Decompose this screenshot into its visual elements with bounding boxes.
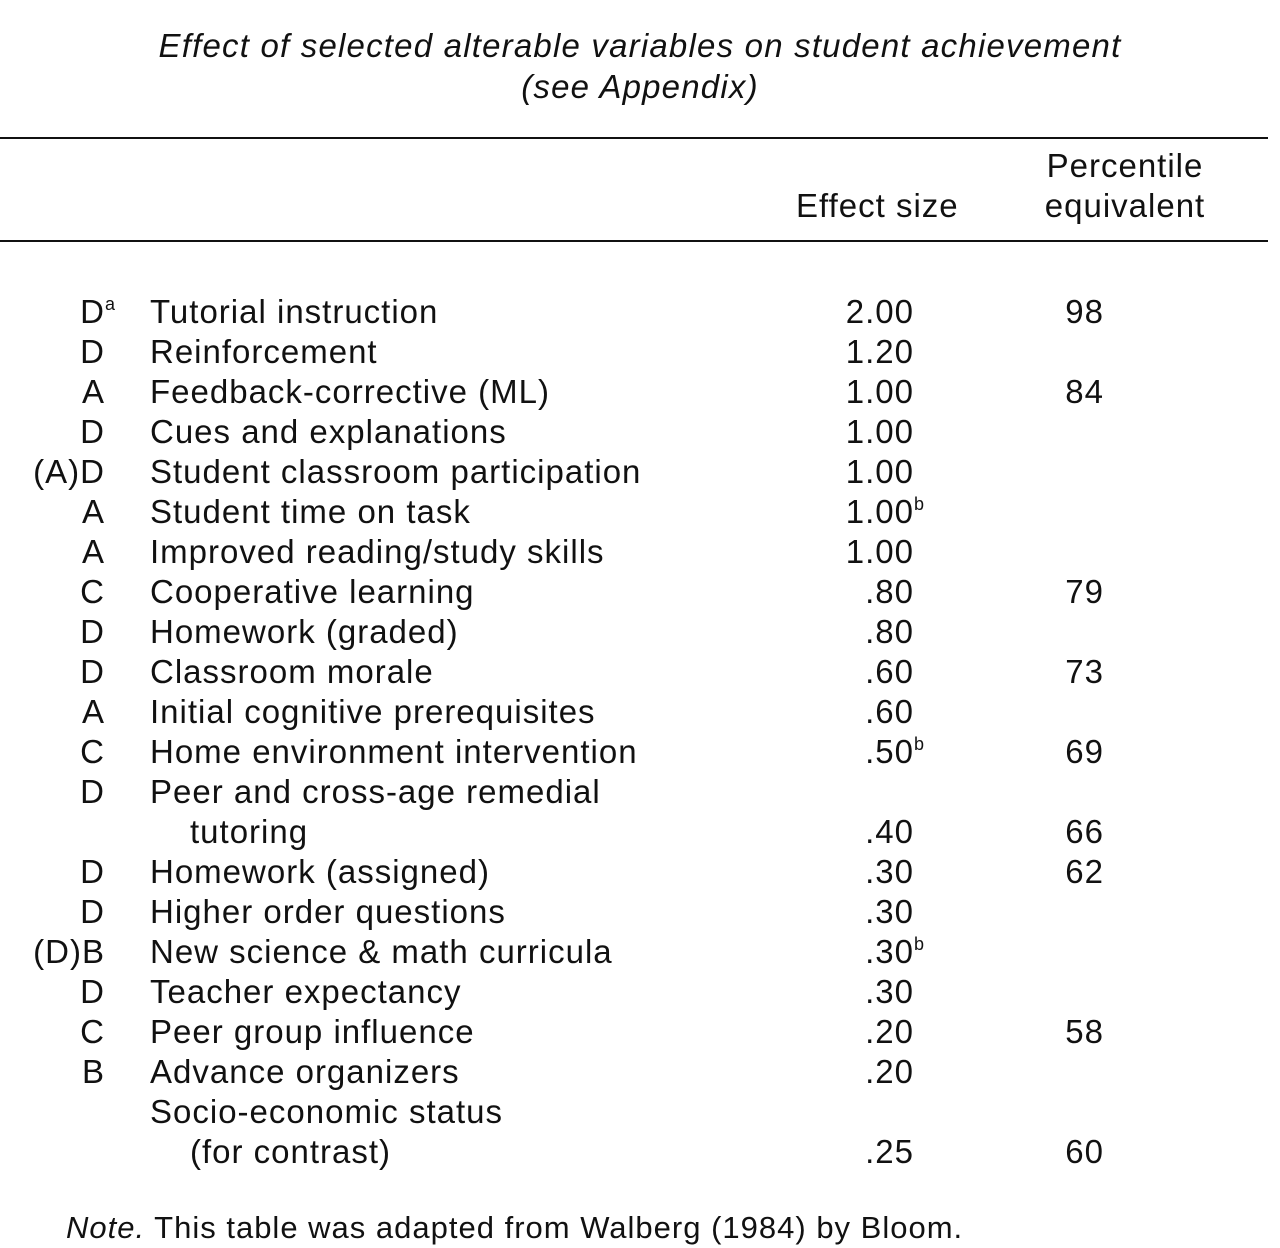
row-code-text: A bbox=[81, 493, 105, 530]
table-body bbox=[0, 292, 1280, 1172]
row-code-text: C bbox=[80, 733, 105, 770]
header-percentile-line-1: Percentile bbox=[1046, 147, 1204, 184]
row-percentile: 62 bbox=[1065, 853, 1104, 890]
row-code-text: C bbox=[80, 573, 105, 610]
row-code-text: D bbox=[80, 293, 105, 330]
row-effect-size bbox=[865, 1132, 914, 1172]
row-code bbox=[80, 1012, 105, 1052]
table-row bbox=[0, 292, 1280, 332]
row-code-text: D bbox=[80, 773, 105, 810]
note-label: Note. bbox=[66, 1210, 146, 1245]
row-code bbox=[80, 292, 117, 332]
table-row bbox=[0, 372, 1280, 412]
row-effect-size-value: .50 bbox=[865, 733, 914, 770]
footnote-marker: b bbox=[914, 734, 926, 754]
row-effect-size-value: .25 bbox=[865, 1133, 914, 1170]
header-rule bbox=[0, 240, 1268, 242]
header-percentile-equivalent bbox=[1000, 146, 1250, 226]
row-code bbox=[33, 932, 105, 972]
row-effect-size-value: .30 bbox=[865, 933, 914, 970]
table-row bbox=[0, 332, 1280, 372]
header-percentile-line-2: equivalent bbox=[1044, 187, 1206, 224]
table-row bbox=[0, 1052, 1280, 1092]
row-code bbox=[82, 532, 105, 572]
row-effect-size-value: 1.20 bbox=[845, 333, 914, 370]
table-row bbox=[0, 932, 1280, 972]
row-code-text: A bbox=[81, 693, 105, 730]
row-percentile: 60 bbox=[1065, 1133, 1104, 1170]
row-code bbox=[82, 1052, 105, 1092]
row-code bbox=[80, 412, 105, 452]
row-code bbox=[80, 972, 105, 1012]
row-variable: Tutorial instruction bbox=[150, 293, 439, 330]
row-code bbox=[82, 372, 105, 412]
row-percentile: 69 bbox=[1065, 733, 1104, 770]
row-code bbox=[82, 492, 105, 532]
row-code-text: A bbox=[81, 373, 105, 410]
row-effect-size-value: 1.00 bbox=[845, 373, 914, 410]
row-effect-size-value: .40 bbox=[865, 813, 914, 850]
row-variable: Homework (assigned) bbox=[150, 853, 490, 890]
table-title-line-2: (see Appendix) bbox=[521, 68, 759, 105]
row-percentile: 73 bbox=[1065, 653, 1104, 690]
footnote-marker: a bbox=[105, 294, 117, 314]
row-variable: tutoring bbox=[190, 813, 309, 850]
row-effect-size-value: .80 bbox=[865, 613, 914, 650]
row-code-text: (A)D bbox=[33, 453, 105, 490]
row-effect-size bbox=[845, 492, 926, 532]
row-variable: Cooperative learning bbox=[150, 573, 475, 610]
header-effect-size: Effect size bbox=[796, 187, 959, 224]
row-variable: Student time on task bbox=[150, 493, 471, 530]
row-code-text: D bbox=[80, 973, 105, 1010]
row-variable: Improved reading/study skills bbox=[150, 533, 605, 570]
row-percentile: 79 bbox=[1065, 573, 1104, 610]
row-effect-size-value: .20 bbox=[865, 1053, 914, 1090]
row-effect-size-value: .80 bbox=[865, 573, 914, 610]
row-effect-size bbox=[865, 612, 914, 652]
row-effect-size-value: 1.00 bbox=[845, 453, 914, 490]
row-effect-size-value: .30 bbox=[865, 853, 914, 890]
table-title-line-1: Effect of selected alterable variables on student achievement bbox=[158, 27, 1122, 64]
row-effect-size-value: 2.00 bbox=[845, 293, 914, 330]
row-variable: Peer and cross-age remedial bbox=[150, 773, 601, 810]
table-row bbox=[0, 732, 1280, 772]
row-effect-size bbox=[865, 1052, 914, 1092]
row-variable: Student classroom participation bbox=[150, 453, 642, 490]
row-code-text: C bbox=[80, 1013, 105, 1050]
row-code-text: (D)B bbox=[33, 933, 105, 970]
table-note bbox=[66, 1208, 963, 1248]
row-effect-size-value: .60 bbox=[865, 653, 914, 690]
note-text: This table was adapted from Walberg (1984) by Bloom. bbox=[145, 1210, 964, 1245]
table-row bbox=[0, 812, 1280, 852]
row-code-text: D bbox=[80, 653, 105, 690]
row-effect-size bbox=[846, 292, 914, 332]
row-variable: Peer group influence bbox=[150, 1013, 475, 1050]
footnote-marker: b bbox=[914, 934, 926, 954]
row-effect-size bbox=[865, 892, 914, 932]
row-variable: Advance organizers bbox=[150, 1053, 460, 1090]
row-code bbox=[80, 772, 105, 812]
row-variable: Cues and explanations bbox=[150, 413, 507, 450]
row-percentile: 98 bbox=[1065, 293, 1104, 330]
row-percentile: 66 bbox=[1065, 813, 1104, 850]
table-row bbox=[0, 412, 1280, 452]
row-code-text: D bbox=[80, 893, 105, 930]
row-variable: (for contrast) bbox=[190, 1133, 392, 1170]
table-row bbox=[0, 852, 1280, 892]
table-row bbox=[0, 652, 1280, 692]
row-code bbox=[80, 572, 105, 612]
row-effect-size bbox=[846, 372, 914, 412]
row-effect-size bbox=[865, 732, 926, 772]
table-row bbox=[0, 1092, 1280, 1132]
row-percentile: 84 bbox=[1065, 373, 1104, 410]
footnote-marker: b bbox=[914, 494, 926, 514]
table-row bbox=[0, 692, 1280, 732]
row-effect-size bbox=[865, 1012, 914, 1052]
row-effect-size bbox=[865, 932, 926, 972]
row-effect-size bbox=[865, 852, 914, 892]
row-code-text: D bbox=[80, 413, 105, 450]
row-percentile: 58 bbox=[1065, 1013, 1104, 1050]
table-row bbox=[0, 1012, 1280, 1052]
table-row bbox=[0, 572, 1280, 612]
row-code bbox=[33, 452, 105, 492]
row-effect-size-value: 1.00 bbox=[845, 493, 914, 530]
row-effect-size bbox=[846, 332, 914, 372]
row-variable: New science & math curricula bbox=[150, 933, 613, 970]
row-effect-size bbox=[865, 972, 914, 1012]
row-effect-size-value: .30 bbox=[865, 893, 914, 930]
row-effect-size-value: .60 bbox=[865, 693, 914, 730]
row-code bbox=[80, 732, 105, 772]
row-variable: Higher order questions bbox=[150, 893, 506, 930]
row-variable: Initial cognitive prerequisites bbox=[150, 693, 596, 730]
row-effect-size bbox=[865, 652, 914, 692]
table-row bbox=[0, 532, 1280, 572]
table-row bbox=[0, 972, 1280, 1012]
row-code bbox=[80, 652, 105, 692]
row-effect-size bbox=[865, 572, 914, 612]
row-variable: Reinforcement bbox=[150, 333, 378, 370]
row-effect-size bbox=[846, 452, 914, 492]
row-variable: Teacher expectancy bbox=[150, 973, 462, 1010]
row-effect-size bbox=[865, 812, 914, 852]
top-rule bbox=[0, 137, 1268, 139]
row-variable: Classroom morale bbox=[150, 653, 434, 690]
row-code bbox=[80, 852, 105, 892]
row-code-text: D bbox=[80, 613, 105, 650]
row-effect-size-value: 1.00 bbox=[845, 533, 914, 570]
row-code-text: A bbox=[81, 533, 105, 570]
row-variable: Homework (graded) bbox=[150, 613, 459, 650]
row-variable: Socio-economic status bbox=[150, 1093, 503, 1130]
table-row bbox=[0, 612, 1280, 652]
row-effect-size bbox=[846, 412, 914, 452]
table-row bbox=[0, 452, 1280, 492]
row-code-text: D bbox=[80, 333, 105, 370]
row-code bbox=[80, 612, 105, 652]
row-code bbox=[80, 892, 105, 932]
row-effect-size-value: .30 bbox=[865, 973, 914, 1010]
row-code bbox=[80, 332, 105, 372]
row-effect-size bbox=[865, 692, 914, 732]
row-variable: Home environment intervention bbox=[150, 733, 638, 770]
row-variable: Feedback-corrective (ML) bbox=[150, 373, 550, 410]
table-row bbox=[0, 1132, 1280, 1172]
row-code-text: B bbox=[81, 1053, 105, 1090]
table-row bbox=[0, 772, 1280, 812]
row-effect-size-value: 1.00 bbox=[845, 413, 914, 450]
row-effect-size bbox=[846, 532, 914, 572]
row-effect-size-value: .20 bbox=[865, 1013, 914, 1050]
table-row bbox=[0, 492, 1280, 532]
row-code-text: D bbox=[80, 853, 105, 890]
row-code bbox=[82, 692, 105, 732]
table-row bbox=[0, 892, 1280, 932]
